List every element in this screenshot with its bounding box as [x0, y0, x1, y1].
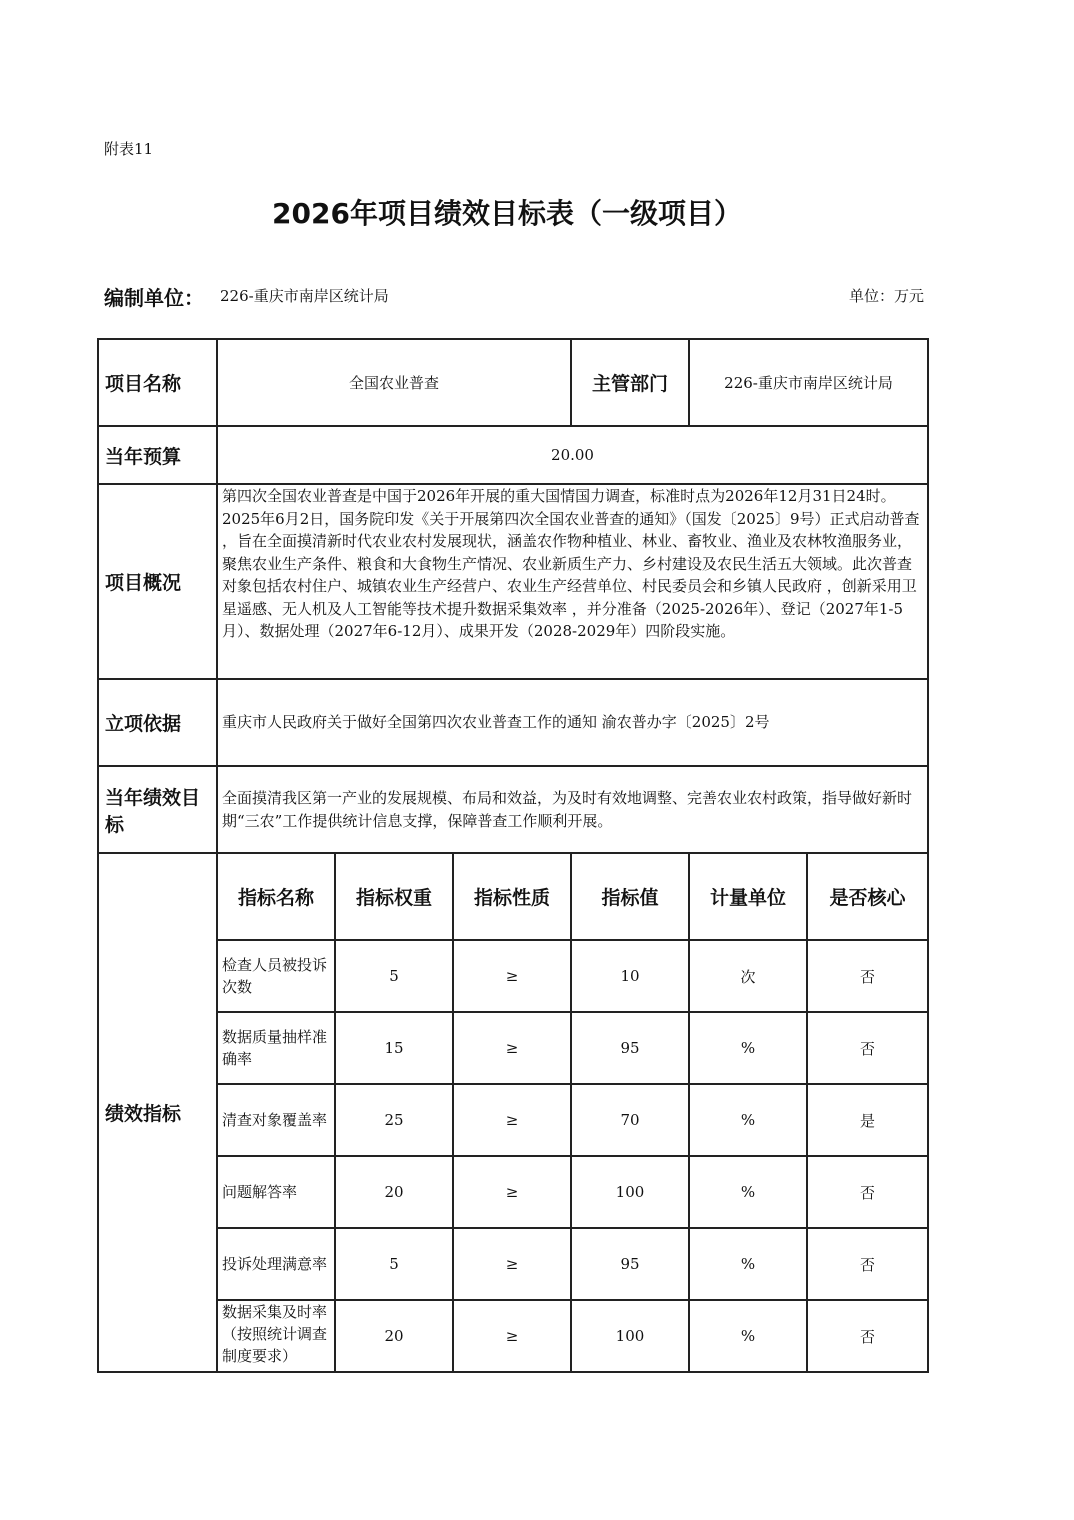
basis-label: 立项依据	[98, 679, 217, 766]
indicator-value: 100	[571, 1300, 689, 1372]
org-row	[104, 282, 924, 308]
budget-label: 当年预算	[98, 426, 217, 484]
table-row	[98, 1084, 928, 1156]
goal-row	[98, 766, 928, 853]
org-value: 226-重庆市南岸区统计局	[220, 287, 389, 305]
indicator-weight: 5	[335, 940, 453, 1012]
indicator-nature: ≥	[453, 1084, 571, 1156]
overview-value: 第四次全国农业普查是中国于2026年开展的重大国情国力调查，标准时点为2026年12月31日24时。2025年6月2日，国务院印发《关于开展第四次全国农业普查的通知》（国发〔2025〕9号）正式启动普查 ，旨在全面摸清新时代农业农村发展现状，涵盖农作物种植业、林业、畜牧业、渔业及农林牧渔服务业，聚焦农业生产条件、粮食和大食物生产情况、农业新质生产力、乡村建设及农民生活五大领域。此次普查对象包括农村住户、城镇农业生产经营户、农业生产经营单位、村民委员会和乡镇人民政府 ，创新采用卫星遥感、无人机及人工智能等技术提升数据采集效率 ，并分准备（2025-2026年）、登记（2027年1-5月）、数据处理（2027年6-12月）、成果开发（2028-2029年）四阶段实施。	[217, 484, 928, 679]
goal-label: 当年绩效目标	[98, 766, 217, 853]
indicator-weight: 25	[335, 1084, 453, 1156]
project-name-row	[98, 339, 928, 426]
indicator-core: 否	[807, 1012, 928, 1084]
indicator-name: 数据采集及时率（按照统计调查制度要求）	[222, 1303, 328, 1365]
header-value: 指标值	[571, 853, 689, 940]
header-core: 是否核心	[807, 853, 928, 940]
indicator-weight: 15	[335, 1012, 453, 1084]
table-row	[98, 940, 928, 1012]
page-title: 2026年项目绩效目标表（一级项目）	[272, 197, 742, 230]
indicator-nature: ≥	[453, 1012, 571, 1084]
indicator-nature: ≥	[453, 1228, 571, 1300]
appendix-label: 附表11	[104, 140, 154, 158]
header-weight: 指标权重	[335, 853, 453, 940]
indicator-name-cell	[217, 1300, 335, 1372]
indicator-unit: %	[689, 1012, 807, 1084]
indicator-nature: ≥	[453, 1300, 571, 1372]
indicator-nature: ≥	[453, 1156, 571, 1228]
budget-value: 20.00	[217, 426, 928, 484]
indicator-weight: 20	[335, 1300, 453, 1372]
indicator-unit: %	[689, 1300, 807, 1372]
indicator-name: 问题解答率	[217, 1156, 335, 1228]
header-nature: 指标性质	[453, 853, 571, 940]
indicator-value: 95	[571, 1012, 689, 1084]
indicator-weight: 5	[335, 1228, 453, 1300]
indicator-name: 数据质量抽样准确率	[217, 1012, 335, 1084]
currency-unit: 单位：万元	[848, 287, 924, 305]
org-label: 编制单位：	[104, 286, 204, 310]
indicator-core: 否	[807, 940, 928, 1012]
indicators-label: 绩效指标	[98, 853, 217, 1372]
indicator-unit: %	[689, 1084, 807, 1156]
overview-row	[98, 484, 928, 679]
overview-label: 项目概况	[98, 484, 217, 679]
indicator-name: 投诉处理满意率	[217, 1228, 335, 1300]
indicator-unit: %	[689, 1228, 807, 1300]
project-name-label: 项目名称	[98, 339, 217, 426]
project-name-value: 全国农业普查	[217, 339, 571, 426]
indicator-core: 否	[807, 1156, 928, 1228]
table-row	[98, 1228, 928, 1300]
indicator-header-row	[98, 853, 928, 940]
indicator-value: 95	[571, 1228, 689, 1300]
indicator-core: 否	[807, 1228, 928, 1300]
table-row	[98, 1300, 928, 1372]
dept-value: 226-重庆市南岸区统计局	[689, 339, 928, 426]
basis-value: 重庆市人民政府关于做好全国第四次农业普查工作的通知 渝农普办字〔2025〕2号	[217, 679, 928, 766]
indicator-unit: %	[689, 1156, 807, 1228]
performance-table	[97, 338, 929, 1373]
table-row	[98, 1012, 928, 1084]
indicator-nature: ≥	[453, 940, 571, 1012]
indicator-unit: 次	[689, 940, 807, 1012]
indicator-value: 100	[571, 1156, 689, 1228]
table-row	[98, 1156, 928, 1228]
header-unit: 计量单位	[689, 853, 807, 940]
indicator-name: 清查对象覆盖率	[217, 1084, 335, 1156]
budget-row	[98, 426, 928, 484]
basis-row	[98, 679, 928, 766]
indicator-core: 否	[807, 1300, 928, 1372]
indicator-value: 70	[571, 1084, 689, 1156]
dept-label: 主管部门	[571, 339, 689, 426]
indicator-value: 10	[571, 940, 689, 1012]
indicator-core: 是	[807, 1084, 928, 1156]
goal-value: 全面摸清我区第一产业的发展规模、布局和效益，为及时有效地调整、完善农业农村政策，指导做好新时期“三农”工作提供统计信息支撑，保障普查工作顺利开展。	[217, 766, 928, 853]
indicator-weight: 20	[335, 1156, 453, 1228]
header-name: 指标名称	[217, 853, 335, 940]
indicator-name: 检查人员被投诉次数	[217, 940, 335, 1012]
